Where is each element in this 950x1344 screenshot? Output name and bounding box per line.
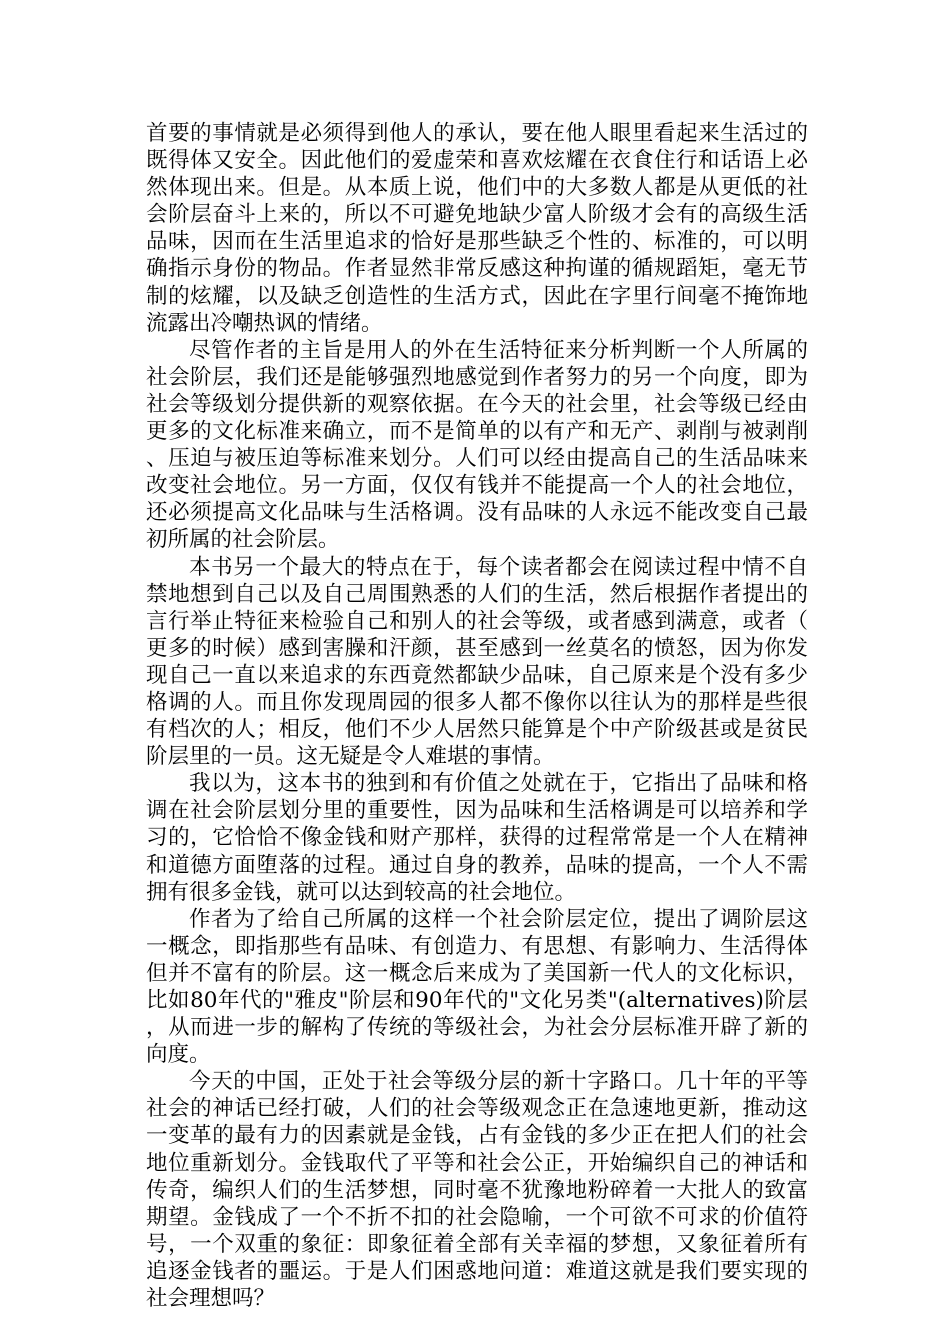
document-page [146, 120, 808, 1312]
paragraph-china-today: 今天的中国，正处于社会等级分层的新十字路口。几十年的平等社会的神话已经打破，人们的社会等级观念正在急速地更新，推动这一变革的最有力的因素就是金钱，占有金钱的多少正在把人们的社会地位重新划分。金钱取代了平等和社会公正，开始编织自己的神话和传奇，编织人们的生活梦想，同时毫不犹豫地粉碎着一大批人的致富期望。金钱成了一个不折不扣的社会隐喻，一个可欲不可求的价值符号，一个双重的象征：即象征着全部有关幸福的梦想，又象征着所有追逐金钱者的噩运。于是人们困惑地问道：难道这就是我们要实现的社会理想吗？ [146, 1069, 808, 1312]
paragraph-new-class-concept: 作者为了给自己所属的这样一个社会阶层定位，提出了调阶层这一概念，即指那些有品味、有创造力、有思想、有影响力、生活得体但并不富有的阶层。这一概念后来成为了美国新一代人的文化标识，比如80年代的"雅皮"阶层和90年代的"文化另类"(alternatives)阶层，从而进一步的解构了传统的等级社会，为社会分层标准开辟了新的向度。 [146, 906, 808, 1068]
paragraph-social-class-criteria: 尽管作者的主旨是用人的外在生活特征来分析判断一个人所属的社会阶层，我们还是能够强烈地感觉到作者努力的另一个向度，即为社会等级划分提供新的观察依据。在今天的社会里，社会等级已经由更多的文化标准来确立，而不是简单的以有产和无产、剥削与被剥削、压迫与被压迫等标准来划分。人们可以经由提高自己的生活品味来改变社会地位。另一方面，仅仅有钱并不能提高一个人的社会地位，还必须提高文化品味与生活格调。没有品味的人永远不能改变自己最初所属的社会阶层。 [146, 337, 808, 553]
paragraph-reader-reflection: 本书另一个最大的特点在于，每个读者都会在阅读过程中情不自禁地想到自己以及自己周围熟悉的人们的生活，然后根据作者提出的言行举止特征来检验自己和别人的社会等级，或者感到满意，或者（更多的时候）感到害臊和汗颜，甚至感到一丝莫名的愤怒，因为你发现自己一直以来追求的东西竟然都缺少品味，自己原来是个没有多少格调的人。而且你发现周园的很多人都不像你以往认为的那样是些很有档次的人；相反，他们不少人居然只能算是个中产阶级甚或是贫民阶层里的一员。这无疑是令人难堪的事情。 [146, 554, 808, 770]
paragraph-continued: 首要的事情就是必须得到他人的承认，要在他人眼里看起来生活过的既得体又安全。因此他们的爱虚荣和喜欢炫耀在衣食住行和话语上必然体现出来。但是。从本质上说，他们中的大多数人都是从更低的社会阶层奋斗上来的，所以不可避免地缺少富人阶级才会有的高级生活品味，因而在生活里追求的恰好是那些缺乏个性的、标准的，可以明确指示身份的物品。作者显然非常反感这种拘谨的循规蹈矩，毫无节制的炫耀，以及缺乏创造性的生活方式，因此在字里行间毫不掩饰地流露出冷嘲热讽的情绪。 [146, 121, 808, 336]
paragraph-taste-importance: 我以为，这本书的独到和有价值之处就在于，它指出了品味和格调在社会阶层划分里的重要性，因为品味和生活格调是可以培养和学习的，它恰恰不像金钱和财产那样，获得的过程常常是一个人在精神和道德方面堕落的过程。通过自身的教养，品味的提高，一个人不需拥有很多金钱，就可以达到较高的社会地位。 [146, 771, 808, 905]
